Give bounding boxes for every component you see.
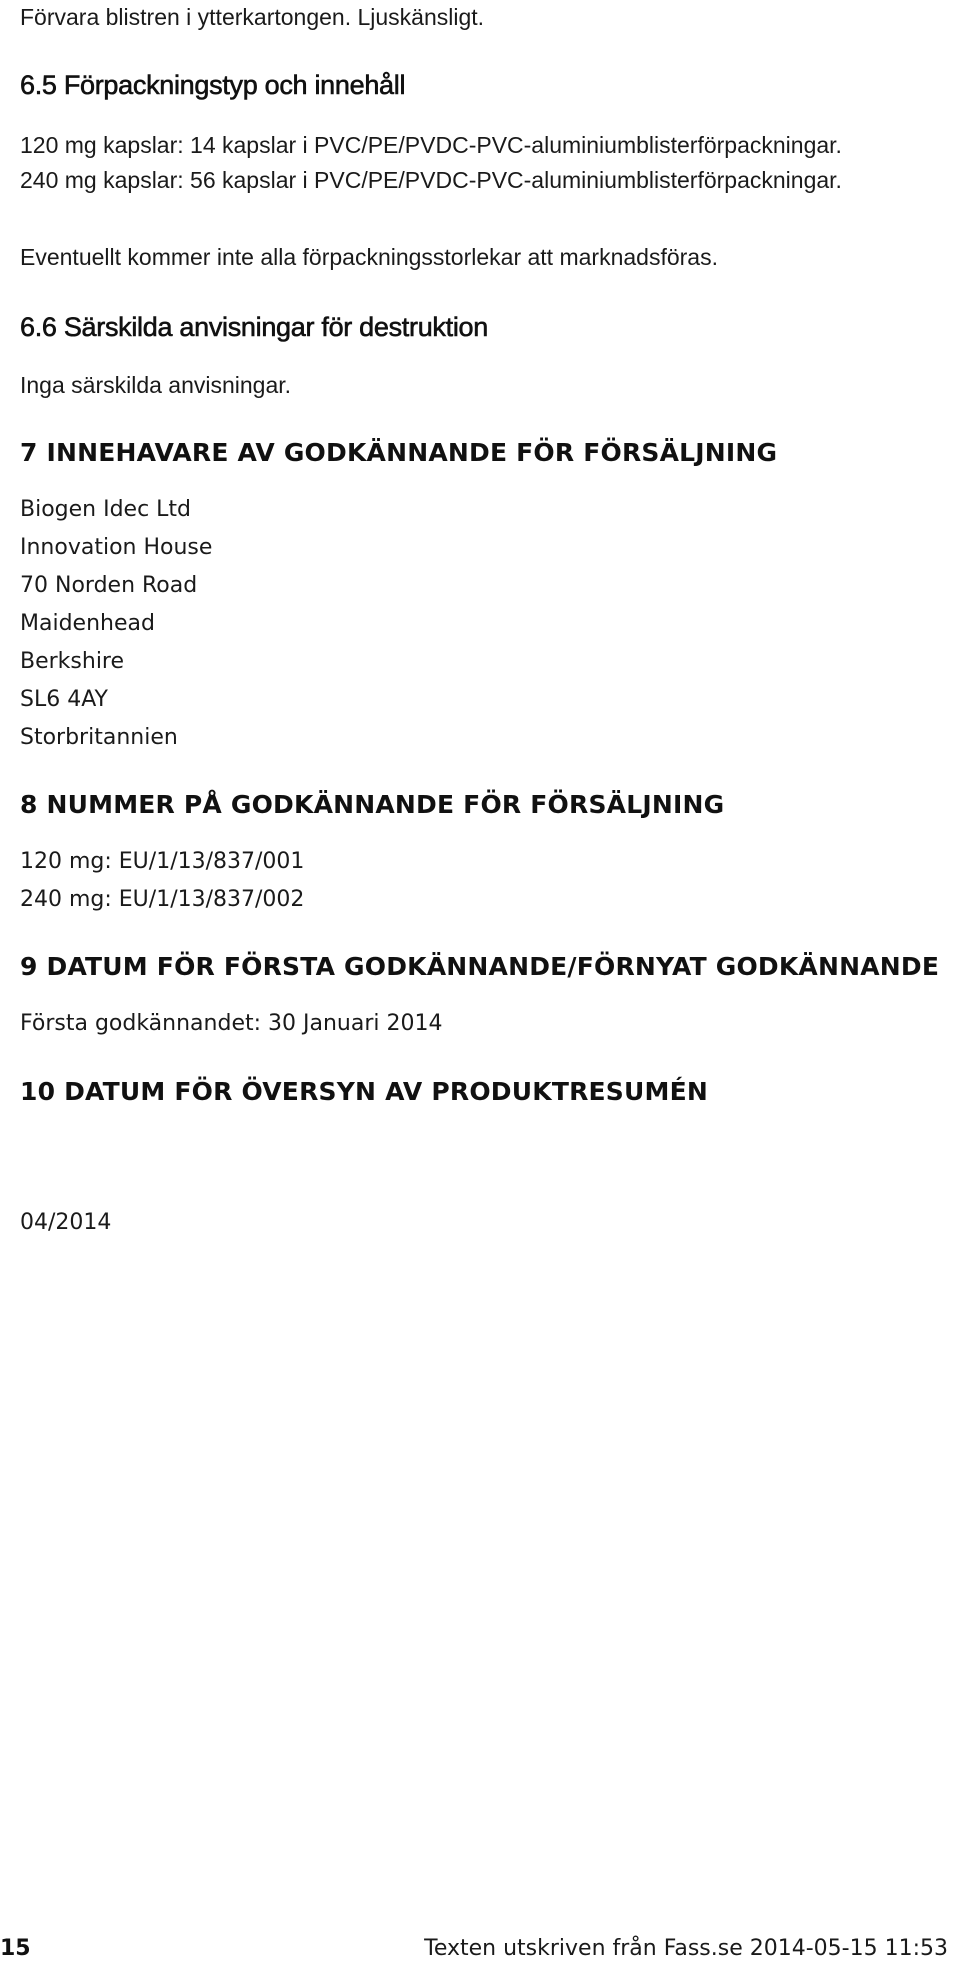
address-line: Innovation House: [20, 535, 213, 560]
storage-note: Förvara blistren i ytterkartongen. Ljuskänsligt.: [20, 4, 485, 30]
address-line: SL6 4AY: [20, 687, 108, 712]
package-size-note: Eventuellt kommer inte alla förpackningsstorlekar att marknadsföras.: [20, 244, 718, 270]
address-line: Berkshire: [20, 649, 125, 674]
printed-from-note: Texten utskriven från Fass.se 2014-05-15 11:53: [424, 1936, 948, 1961]
address-line: Biogen Idec Ltd: [20, 497, 192, 522]
first-authorisation-date: Första godkännandet: 30 Januari 2014: [20, 1011, 443, 1036]
address-line: 70 Norden Road: [20, 573, 198, 598]
address-line: Storbritannien: [20, 725, 178, 750]
section-9-heading: 9 DATUM FÖR FÖRSTA GODKÄNNANDE/FÖRNYAT GODKÄNNANDE: [20, 952, 940, 981]
authorisation-number-240mg: 240 mg: EU/1/13/837/002: [20, 887, 305, 912]
page-number: 15: [0, 1936, 31, 1961]
revision-date: 04/2014: [20, 1210, 112, 1235]
package-line-120mg: 120 mg kapslar: 14 kapslar i PVC/PE/PVDC-PVC-aluminiumblisterförpackningar.: [20, 132, 842, 158]
authorisation-number-120mg: 120 mg: EU/1/13/837/001: [20, 849, 305, 874]
address-line: Maidenhead: [20, 611, 155, 636]
package-line-240mg: 240 mg kapslar: 56 kapslar i PVC/PE/PVDC-PVC-aluminiumblisterförpackningar.: [20, 167, 842, 193]
page-footer: [0, 1936, 960, 1972]
section-6-5-heading: 6.5 Förpackningstyp och innehåll: [20, 70, 406, 100]
section-6-6-heading: 6.6 Särskilda anvisningar för destruktion: [20, 312, 488, 342]
section-8-heading: 8 NUMMER PÅ GODKÄNNANDE FÖR FÖRSÄLJNING: [20, 790, 725, 819]
section-10-heading: 10 DATUM FÖR ÖVERSYN AV PRODUKTRESUMÉN: [20, 1077, 708, 1106]
section-7-heading: 7 INNEHAVARE AV GODKÄNNANDE FÖR FÖRSÄLJNING: [20, 438, 778, 467]
disposal-text: Inga särskilda anvisningar.: [20, 372, 292, 398]
